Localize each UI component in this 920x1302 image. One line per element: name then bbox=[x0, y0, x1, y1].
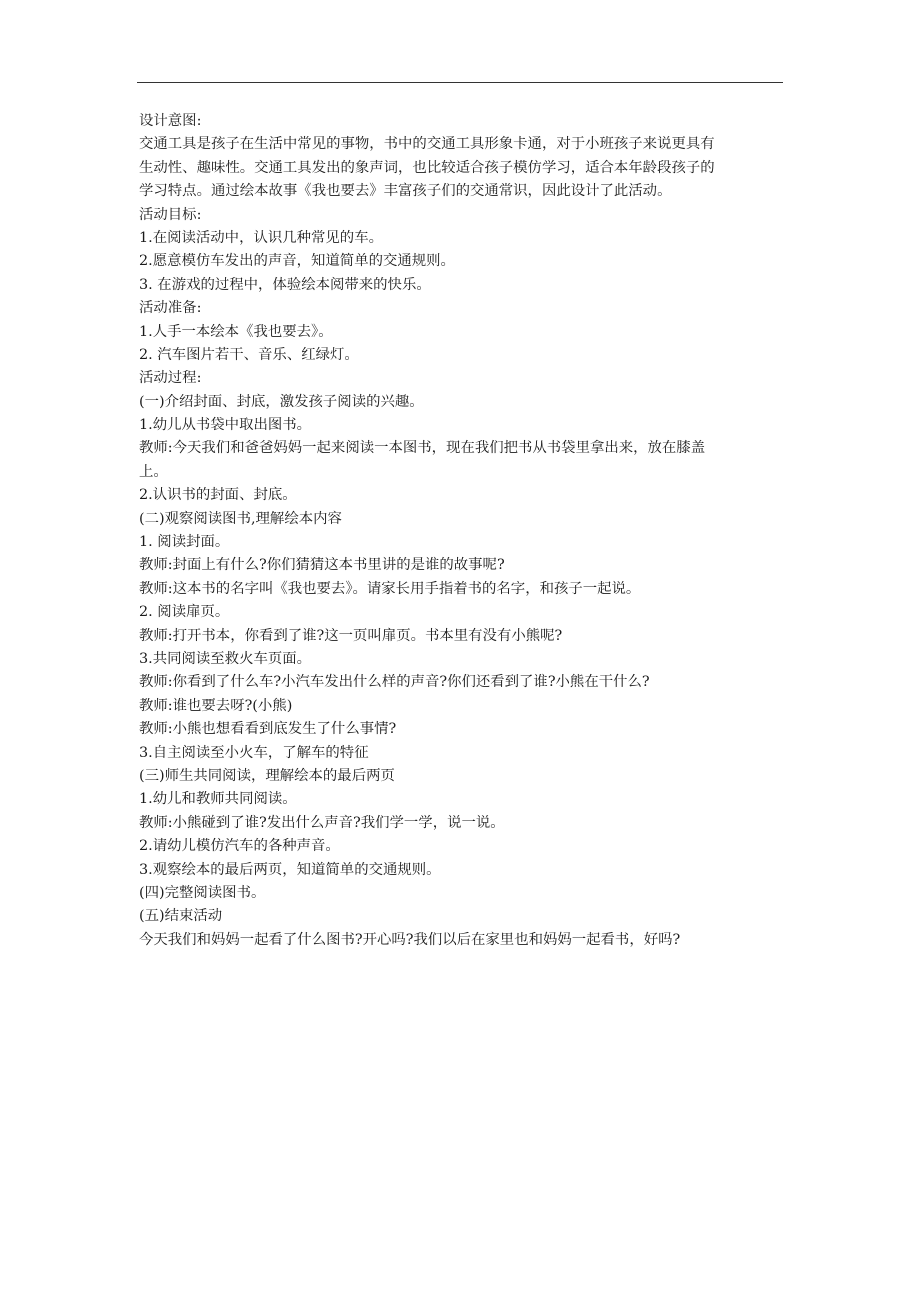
paragraph-line: 交通工具是孩子在生活中常见的事物，书中的交通工具形象卡通，对于小班孩子来说更具有 bbox=[139, 136, 715, 153]
paragraph-line: 今天我们和妈妈一起看了什么图书?开心吗?我们以后在家里也和妈妈一起看书，好吗? bbox=[139, 931, 681, 948]
section-heading-preparation: 活动准备: bbox=[139, 300, 202, 317]
list-item: 1.幼儿从书袋中取出图书。 bbox=[139, 417, 312, 434]
paragraph-line: 教师:小熊也想看看到底发生了什么事情? bbox=[139, 721, 397, 738]
section-heading-goals: 活动目标: bbox=[139, 206, 202, 223]
paragraph-line: 教师:今天我们和爸爸妈妈一起来阅读一本图书，现在我们把书从书袋里拿出来，放在膝盖 bbox=[139, 440, 706, 457]
list-item: 2.认识书的封面、封底。 bbox=[139, 487, 297, 504]
list-item: 2. 汽车图片若干、音乐、红绿灯。 bbox=[139, 346, 359, 363]
list-item: 1. 阅读封面。 bbox=[139, 534, 230, 551]
list-item: 1.幼儿和教师共同阅读。 bbox=[139, 791, 297, 808]
paragraph-line: 学习特点。通过绘本故事《我也要去》丰富孩子们的交通常识，因此设计了此活动。 bbox=[139, 183, 672, 200]
subsection-heading: (五)结束活动 bbox=[139, 908, 223, 925]
paragraph-line: 教师:这本书的名字叫《我也要去》。请家长用手指着书的名字，和孩子一起说。 bbox=[139, 580, 641, 597]
list-item: 1.在阅读活动中，认识几种常见的车。 bbox=[139, 229, 383, 246]
list-item: 2.愿意模仿车发出的声音，知道简单的交通规则。 bbox=[139, 253, 455, 270]
document-body bbox=[139, 110, 783, 952]
paragraph-line: 教师:封面上有什么?你们猜猜这本书里讲的是谁的故事呢? bbox=[139, 557, 505, 574]
paragraph-line: 教师:小熊碰到了谁?发出什么声音?我们学一学，说一说。 bbox=[139, 814, 505, 831]
list-item: 3.共同阅读至救火车页面。 bbox=[139, 650, 312, 667]
list-item: 3. 在游戏的过程中，体验绘本阅带来的快乐。 bbox=[139, 276, 431, 293]
paragraph-line: 教师:谁也要去呀?(小熊) bbox=[139, 697, 293, 714]
section-heading-process: 活动过程: bbox=[139, 370, 202, 387]
paragraph-line: 生动性、趣味性。交通工具发出的象声词，也比较适合孩子模仿学习，适合本年龄段孩子的 bbox=[139, 159, 715, 176]
list-item: 3.自主阅读至小火车，了解车的特征 bbox=[139, 744, 369, 761]
subsection-heading: (三)师生共同阅读，理解绘本的最后两页 bbox=[139, 767, 395, 784]
subsection-heading: (一)介绍封面、封底，激发孩子阅读的兴趣。 bbox=[139, 393, 424, 410]
subsection-heading: (四)完整阅读图书。 bbox=[139, 884, 266, 901]
paragraph-line: 教师:打开书本，你看到了谁?这一页叫扉页。书本里有没有小熊呢? bbox=[139, 627, 563, 644]
list-item: 2. 阅读扉页。 bbox=[139, 604, 230, 621]
section-heading-design-intent: 设计意图: bbox=[139, 113, 202, 129]
list-item: 3.观察绘本的最后两页，知道简单的交通规则。 bbox=[139, 861, 441, 878]
list-item: 1.人手一本绘本《我也要去》。 bbox=[139, 323, 333, 340]
header-rule bbox=[137, 82, 783, 83]
paragraph-line: 教师:你看到了什么车?小汽车发出什么样的声音?你们还看到了谁?小熊在干什么? bbox=[139, 674, 650, 691]
paragraph-line: 上。 bbox=[139, 463, 168, 480]
subsection-heading: (二)观察阅读图书,理解绘本内容 bbox=[139, 510, 342, 527]
list-item: 2.请幼儿模仿汽车的各种声音。 bbox=[139, 838, 340, 855]
